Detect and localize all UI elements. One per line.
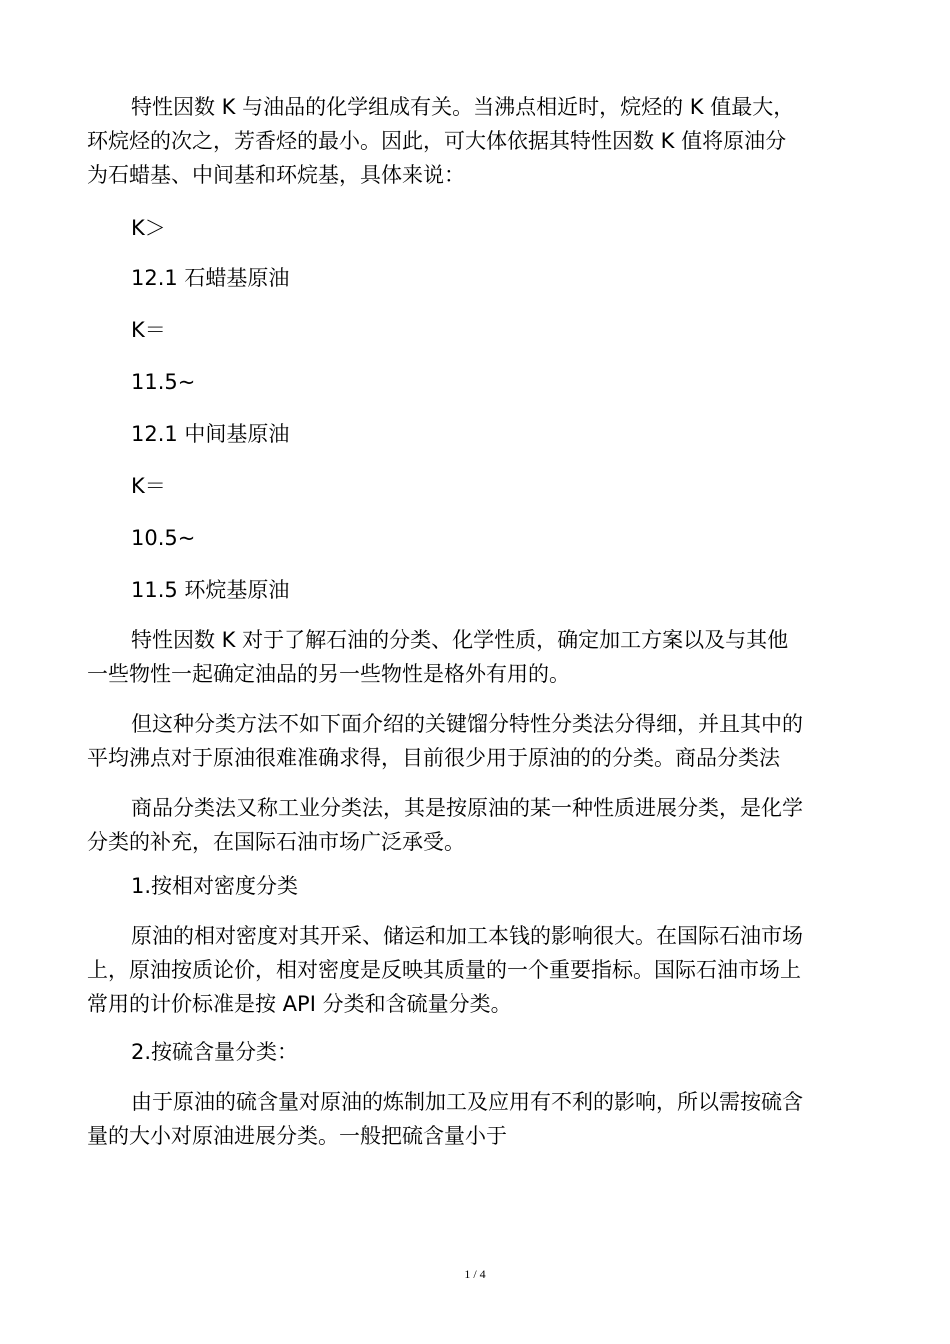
paragraph bbox=[87, 1085, 867, 1153]
page-number: 1 / 4 bbox=[464, 1267, 486, 1281]
paragraph bbox=[87, 521, 867, 555]
text-line: K＝ bbox=[131, 474, 166, 498]
text-line: K＞ bbox=[131, 216, 166, 240]
text-line: 但这种分类方法不如下面介绍的关键馏分特性分类法分得细，并且其中的 bbox=[131, 712, 803, 736]
text-line: 常用的计价标准是按 API 分类和含硫量分类。 bbox=[87, 992, 512, 1016]
paragraph bbox=[87, 90, 867, 192]
paragraph bbox=[87, 869, 867, 903]
text-line: 上，原油按质论价，相对密度是反映其质量的一个重要指标。国际石油市场上 bbox=[87, 958, 801, 982]
text-line: 10.5~ bbox=[131, 526, 196, 550]
paragraph bbox=[87, 623, 867, 691]
text-line: 特性因数 K 与油品的化学组成有关。当沸点相近时，烷烃的 K 值最大， bbox=[131, 95, 795, 119]
paragraph bbox=[87, 573, 867, 607]
text-line: 11.5 环烷基原油 bbox=[131, 578, 290, 602]
paragraph bbox=[87, 261, 867, 295]
text-line: 由于原油的硫含量对原油的炼制加工及应用有不利的影响，所以需按硫含 bbox=[131, 1090, 803, 1114]
paragraph bbox=[87, 211, 867, 245]
text-line: 11.5~ bbox=[131, 370, 196, 394]
text-line: K＝ bbox=[131, 318, 166, 342]
paragraph bbox=[87, 469, 867, 503]
text-line: 1.按相对密度分类 bbox=[131, 874, 299, 898]
text-line: 环烷烃的次之，芳香烃的最小。因此，可大体依据其特性因数 K 值将原油分 bbox=[87, 129, 787, 153]
paragraph bbox=[87, 365, 867, 399]
paragraph bbox=[87, 791, 867, 859]
text-line: 12.1 石蜡基原油 bbox=[131, 266, 290, 290]
text-line: 平均沸点对于原油很难准确求得，目前很少用于原油的的分类。商品分类法 bbox=[87, 746, 780, 770]
paragraph bbox=[87, 919, 867, 1021]
paragraph bbox=[87, 1035, 867, 1069]
paragraph bbox=[87, 707, 867, 775]
text-line: 原油的相对密度对其开采、储运和加工本钱的影响很大。在国际石油市场 bbox=[131, 924, 803, 948]
text-line: 特性因数 K 对于了解石油的分类、化学性质，确定加工方案以及与其他 bbox=[131, 628, 789, 652]
text-line: 一些物性一起确定油品的另一些物性是格外有用的。 bbox=[87, 662, 570, 686]
text-line: 12.1 中间基原油 bbox=[131, 422, 290, 446]
paragraph bbox=[87, 313, 867, 347]
paragraph bbox=[87, 417, 867, 451]
text-line: 商品分类法又称工业分类法，其是按原油的某一种性质进展分类，是化学 bbox=[131, 796, 803, 820]
text-line: 为石蜡基、中间基和环烷基，具体来说： bbox=[87, 163, 465, 187]
text-line: 量的大小对原油进展分类。一般把硫含量小于 bbox=[87, 1124, 507, 1148]
text-line: 分类的补充，在国际石油市场广泛承受。 bbox=[87, 830, 465, 854]
text-line: 2.按硫含量分类： bbox=[131, 1040, 299, 1064]
